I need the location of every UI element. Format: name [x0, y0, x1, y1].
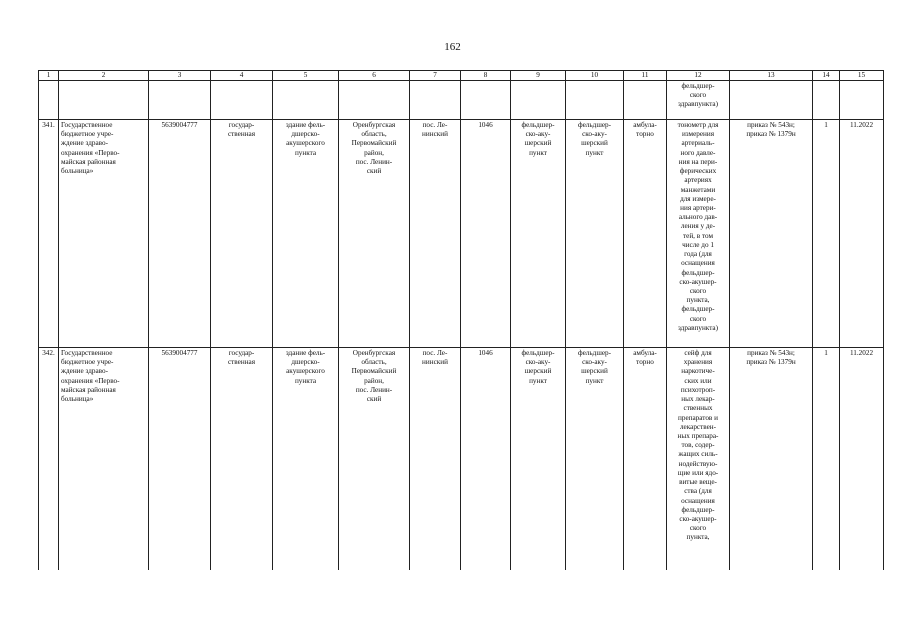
date-cell: 11.2022	[840, 348, 884, 571]
table-header-row	[39, 71, 884, 81]
column-header: 5	[273, 71, 339, 81]
care-type-cell: амбула- торно	[624, 120, 667, 348]
address-cell: Оренбургская область, Первомайский район, пос. Ленин- ский	[339, 120, 410, 348]
row-number: 341.	[39, 120, 59, 348]
column-header: 11	[624, 71, 667, 81]
page-number: 162	[444, 41, 461, 53]
equipment-table	[38, 70, 884, 570]
quantity-cell: 1	[813, 348, 840, 571]
table-row	[39, 120, 884, 348]
order-cell: приказ № 543н; приказ № 1379н	[730, 120, 813, 348]
column-header: 15	[840, 71, 884, 81]
inn-cell: 5639004777	[149, 120, 211, 348]
settlement-cell: пос. Ле- нинский	[410, 348, 461, 571]
unit-cell: фельдшер- ско-аку- шерский пункт	[566, 348, 624, 571]
column-header: 2	[59, 71, 149, 81]
column-header: 4	[211, 71, 273, 81]
care-type-cell: амбула- торно	[624, 348, 667, 571]
column-header: 14	[813, 71, 840, 81]
institution-cell: Государственное бюджетное учре- ждение здраво- охранения «Перво- майская районная больница»	[59, 348, 149, 571]
ownership-cell: государ- ственная	[211, 120, 273, 348]
continuation-row	[39, 81, 884, 120]
equipment-cell: сейф для хранения наркотиче- ских или психотроп- ных лекар- ственных препаратов и лекарствен- ных препара- тов, содер- жащих силь- нодействую- щие или ядо- витые веще- ства (для оснащения фельдшер- ско-акушер- ского пункта,	[667, 348, 730, 571]
column-header: 9	[511, 71, 566, 81]
row-number: 342.	[39, 348, 59, 571]
building-cell: здание фель- дшерско- акушерского пункта	[273, 348, 339, 571]
unit-cell: фельдшер- ско-аку- шерский пункт	[511, 348, 566, 571]
unit-cell: фельдшер- ско-аку- шерский пункт	[566, 120, 624, 348]
column-header: 6	[339, 71, 410, 81]
building-cell: здание фель- дшерско- акушерского пункта	[273, 120, 339, 348]
settlement-cell: пос. Ле- нинский	[410, 120, 461, 348]
equipment-cell: фельдшер- ского здравпункта)	[667, 81, 730, 120]
table-row	[39, 348, 884, 571]
equipment-cell: тонометр для измерения артериаль- ного давле- ния на пери- ферических артериях манжетами для измере- ния артери- ального дав- ления у де- тей, в том числе до 1 года (для оснащения фельдшер- ско-акушер- ского пункта, фельдшер- ского здравпункта)	[667, 120, 730, 348]
column-header: 7	[410, 71, 461, 81]
column-header: 13	[730, 71, 813, 81]
quantity-cell: 1	[813, 120, 840, 348]
date-cell: 11.2022	[840, 120, 884, 348]
population-cell: 1046	[461, 120, 511, 348]
ownership-cell: государ- ственная	[211, 348, 273, 571]
population-cell: 1046	[461, 348, 511, 571]
column-header: 10	[566, 71, 624, 81]
column-header: 1	[39, 71, 59, 81]
column-header: 8	[461, 71, 511, 81]
institution-cell: Государственное бюджетное учре- ждение здраво- охранения «Перво- майская районная больница»	[59, 120, 149, 348]
column-header: 12	[667, 71, 730, 81]
unit-cell: фельдшер- ско-аку- шерский пункт	[511, 120, 566, 348]
address-cell: Оренбургская область, Первомайский район, пос. Ленин- ский	[339, 348, 410, 571]
column-header: 3	[149, 71, 211, 81]
order-cell: приказ № 543н; приказ № 1379н	[730, 348, 813, 571]
inn-cell: 5639004777	[149, 348, 211, 571]
